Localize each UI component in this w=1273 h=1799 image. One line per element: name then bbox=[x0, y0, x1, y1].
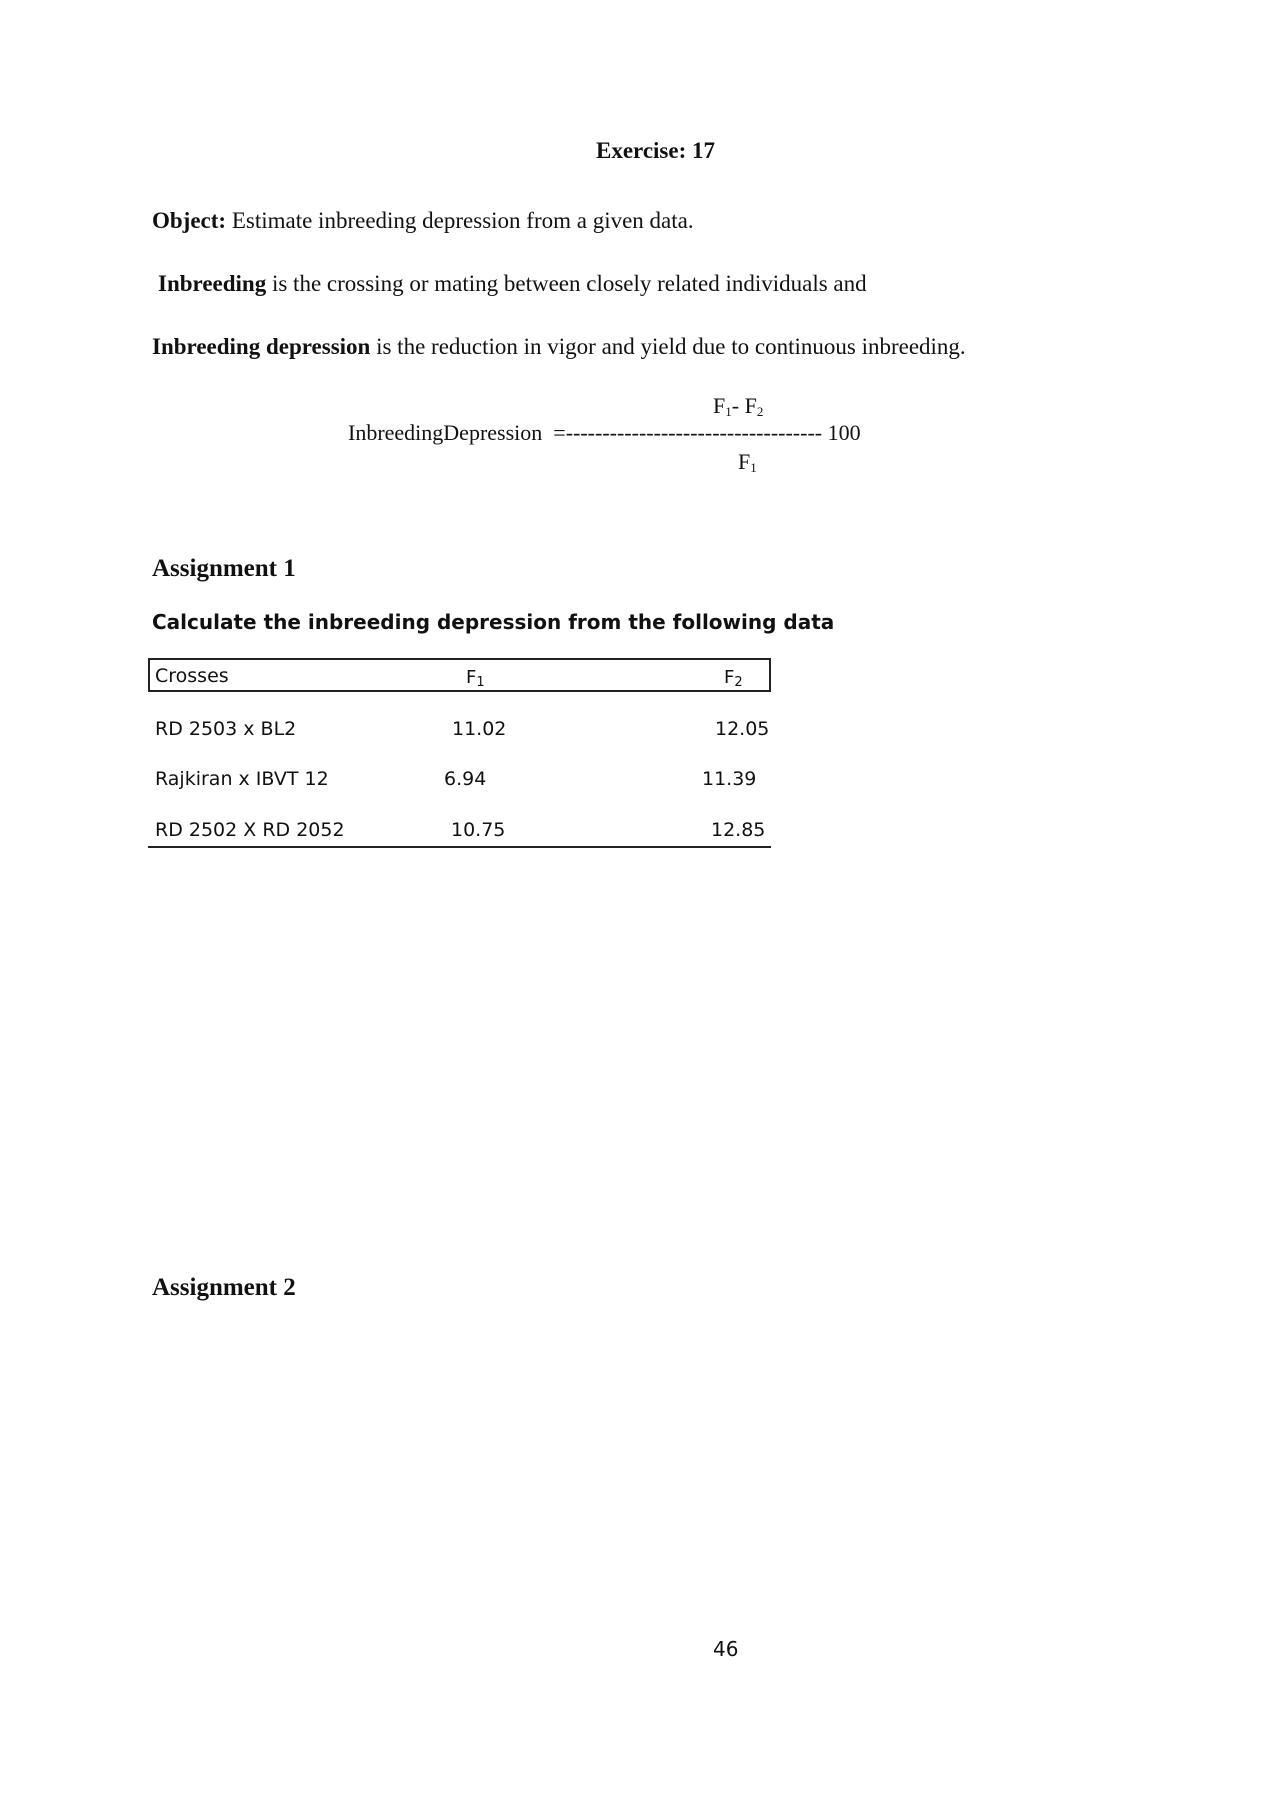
formula-num-a: F bbox=[713, 393, 726, 418]
table-bottom-rule bbox=[148, 846, 771, 848]
formula-den-sub: 1 bbox=[750, 460, 757, 475]
table-header-f1-letter: F bbox=[466, 667, 477, 688]
formula-operator-line: =----------------------------------- 100 bbox=[553, 420, 861, 445]
table-row-1-f2: 11.39 bbox=[702, 768, 757, 790]
object-label: Object: bbox=[152, 208, 227, 233]
assignment2-heading: Assignment 2 bbox=[152, 1274, 296, 1301]
assignment1-heading: Assignment 1 bbox=[152, 555, 296, 582]
table-row-2-f2: 12.85 bbox=[711, 819, 766, 841]
table-header-f1 bbox=[466, 667, 485, 690]
formula-numerator bbox=[713, 393, 763, 420]
depression-term: Inbreeding depression bbox=[152, 334, 371, 359]
formula-num-b-sub: 2 bbox=[756, 404, 764, 419]
assignment1-instruction: Calculate the inbreeding depression from the following data bbox=[152, 610, 835, 634]
table-row-0-f1: 11.02 bbox=[452, 718, 507, 740]
table-row-1-cross: Rajkiran x IBVT 12 bbox=[155, 768, 329, 790]
object-paragraph bbox=[152, 207, 694, 235]
table-header-f2-letter: F bbox=[724, 667, 735, 688]
inbreeding-term: Inbreeding bbox=[158, 271, 267, 296]
inbreeding-definition bbox=[158, 270, 867, 298]
object-text: Estimate inbreeding depression from a given data. bbox=[226, 208, 694, 233]
depression-text: is the reduction in vigor and yield due to continuous inbreeding. bbox=[370, 334, 966, 359]
page-number: 46 bbox=[713, 1637, 739, 1661]
table-header-f2-sub: 2 bbox=[734, 675, 743, 690]
table-header-border bbox=[148, 658, 771, 692]
inbreeding-text: is the crossing or mating between closely related individuals and bbox=[266, 271, 867, 296]
table-header-f2 bbox=[724, 667, 743, 690]
formula-denominator bbox=[738, 449, 757, 476]
table-row-2-f1: 10.75 bbox=[451, 819, 506, 841]
formula-lhs: InbreedingDepression bbox=[348, 420, 543, 445]
table-row-0-f2: 12.05 bbox=[715, 718, 770, 740]
table-row-0-cross: RD 2503 x BL2 bbox=[155, 718, 297, 740]
formula-den: F bbox=[738, 449, 751, 474]
table-header-crosses: Crosses bbox=[155, 665, 229, 687]
formula-main-line bbox=[348, 420, 861, 446]
table-row-1-f1: 6.94 bbox=[444, 768, 487, 790]
formula-num-sep: - F bbox=[731, 393, 757, 418]
table-header-f1-sub: 1 bbox=[476, 675, 485, 690]
table-row-2-cross: RD 2502 X RD 2052 bbox=[155, 819, 345, 841]
formula-num-a-sub: 1 bbox=[725, 404, 732, 419]
exercise-title: Exercise: 17 bbox=[595, 138, 715, 163]
depression-definition bbox=[152, 333, 966, 361]
